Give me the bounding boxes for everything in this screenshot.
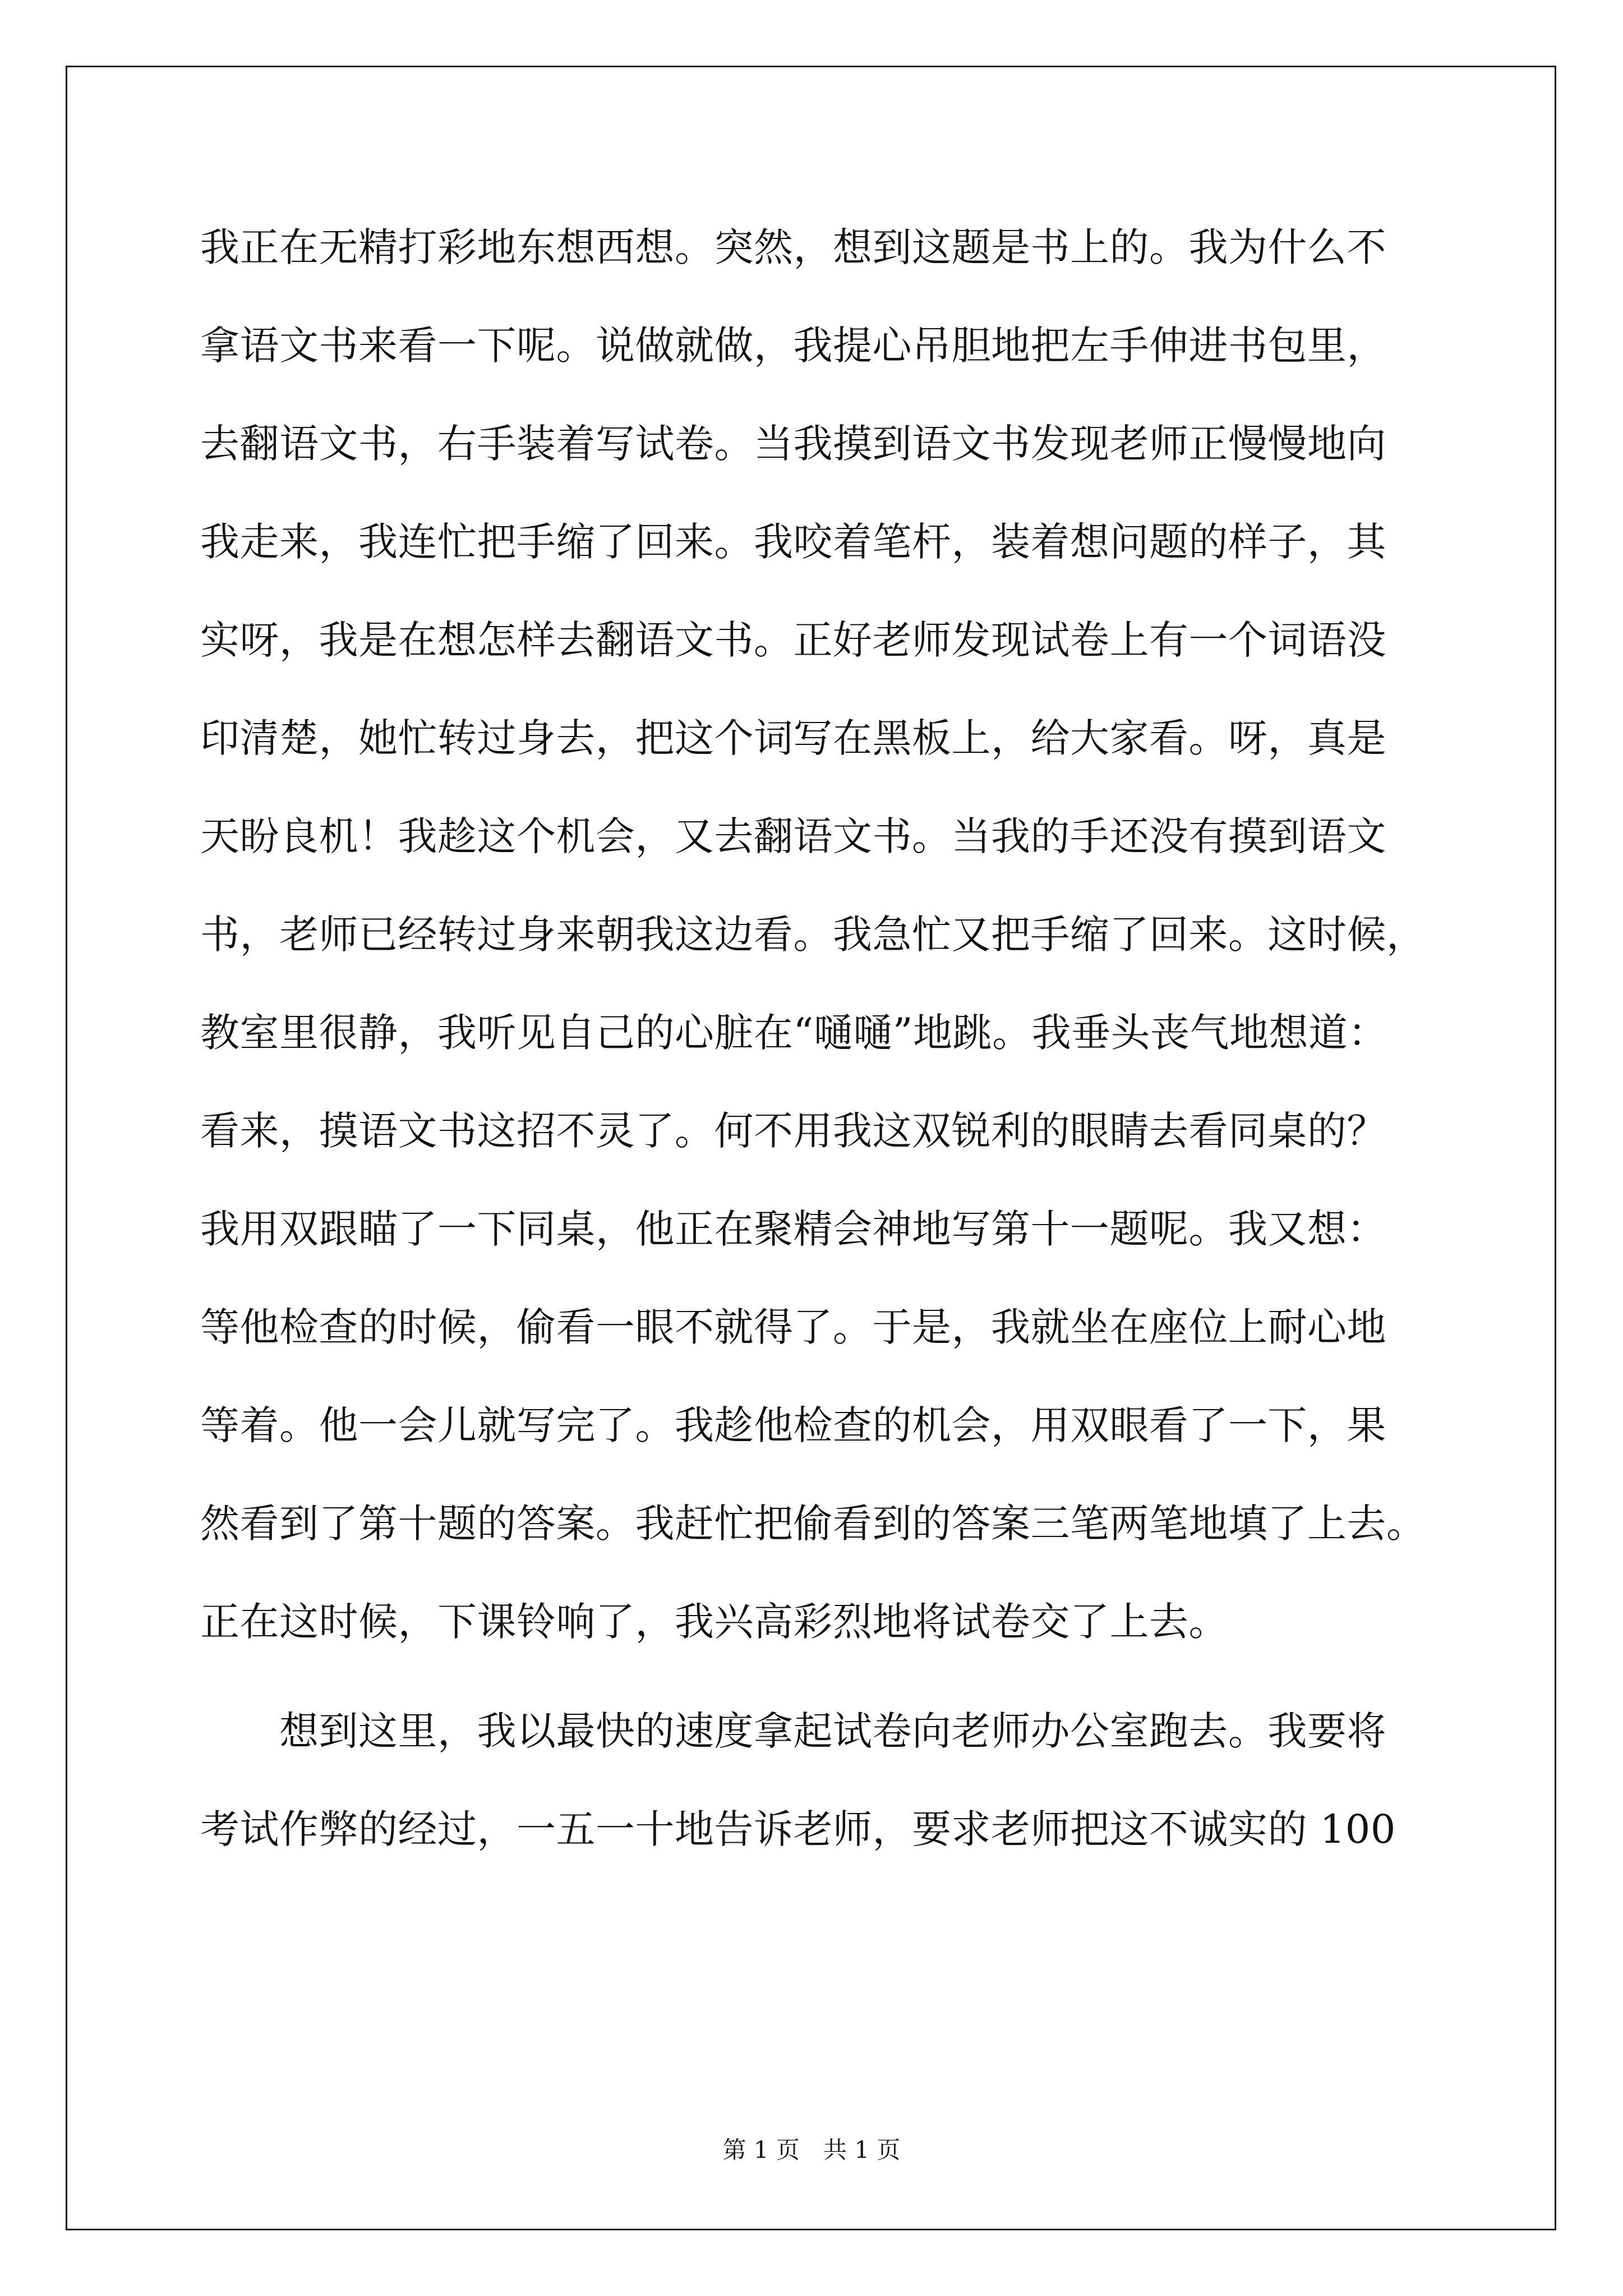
page-number-label: 第 1 页 共 1 页 [722,2136,901,2164]
text-line: 正在这时候，下课铃响了，我兴高彩烈地将试卷交了上去。 [200,1599,1228,1645]
body-text [200,214,1459,1894]
text-line: 我走来，我连忙把手缩了回来。我咬着笔杆，装着想问题的样子，其 [200,519,1386,565]
page-footer [0,2133,1623,2167]
text-line: 实呀，我是在想怎样去翻语文书。正好老师发现试卷上有一个词语没 [200,617,1386,663]
text-line: 我正在无精打彩地东想西想。突然，想到这题是书上的。我为什么不 [200,224,1386,270]
paragraph-start-line: 想到这里，我以最快的速度拿起试卷向老师办公室跑去。我要将 [200,1708,1386,1754]
text-line: 天盼良机！我趁这个机会，又去翻语文书。当我的手还没有摸到语文 [200,813,1386,859]
text-line: 等他检查的时候，偷看一眼不就得了。于是，我就坐在座位上耐心地 [200,1304,1386,1350]
text-line: 拿语文书来看一下呢。说做就做，我提心吊胆地把左手伸进书包里， [200,323,1386,369]
text-line: 考试作弊的经过，一五一十地告诉老师，要求老师把这不诚实的 100 [200,1806,1396,1852]
text-line: 去翻语文书，右手装着写试卷。当我摸到语文书发现老师正慢慢地向 [200,421,1386,467]
text-line: 印清楚，她忙转过身去，把这个词写在黑板上，给大家看。呀，真是 [200,715,1386,761]
text-line: 等着。他一会儿就写完了。我趁他检查的机会，用双眼看了一下，果 [200,1402,1386,1448]
text-line: 我用双跟瞄了一下同桌，他正在聚精会神地写第十一题呢。我又想： [200,1206,1386,1252]
text-line: 看来，摸语文书这招不灵了。何不用我这双锐利的眼睛去看同桌的？ [200,1108,1386,1154]
text-line: 书，老师已经转过身来朝我这边看。我急忙又把手缩了回来。这时候， [200,912,1426,958]
text-line: 教室里很静，我听见自己的心脏在“嗵嗵”地跳。我垂头丧气地想道： [200,1010,1388,1056]
text-line: 然看到了第十题的答案。我赶忙把偷看到的答案三笔两笔地填了上去。 [200,1501,1426,1547]
